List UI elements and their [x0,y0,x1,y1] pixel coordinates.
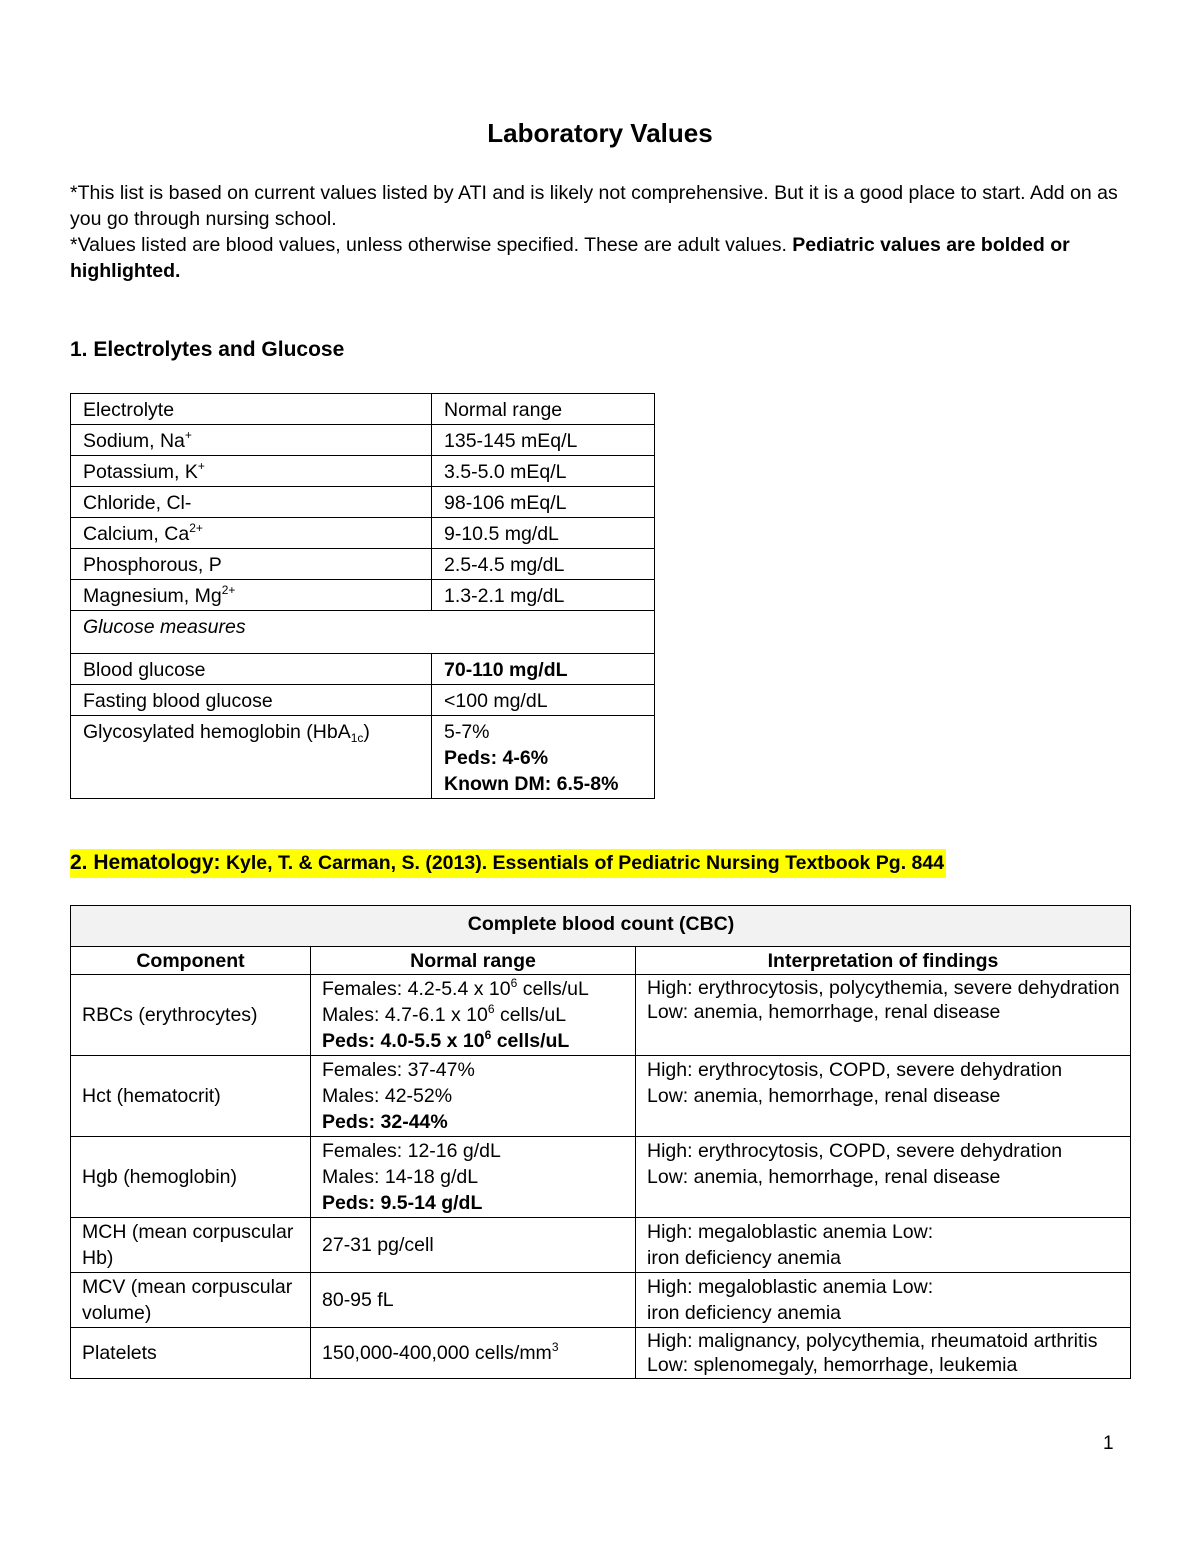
table-row [71,1137,1131,1218]
normal-range: 150,000-400,000 cells/$mm^3$ [311,1328,636,1379]
section-1-heading: 1. Electrolytes and Glucose [70,338,345,361]
electrolyte-range: 9-10.5 mg/dL [432,518,655,549]
glucose-range: <100 mg/dL [432,685,655,716]
table-row [71,716,655,799]
electrolyte-range: 135-145 mEq/L [432,425,655,456]
page-title: Laboratory Values [487,118,713,148]
table-row [71,518,655,549]
interpretation: High: erythrocytosis, polycythemia, severe dehydration Low: anemia, hemorrhage, renal disease [636,975,1131,1056]
intro-line-2-normal: *Values listed are blood values, unless otherwise specified. These are adult values. [70,234,787,256]
intro-line-1: *This list is based on current values listed by ATI and is likely not comprehensive. But it is a good place to start. Add on as you go through nursing school. [70,182,1118,230]
glucose-name: Blood glucose [71,654,432,685]
glucose-measures-label: Glucose measures [71,611,655,654]
normal-range: Females: 12-16 g/dL Males: 14-18 g/dL Peds: 9.5-14 g/dL [311,1137,636,1218]
table-caption-row [71,906,1131,947]
component-name: Hgb (hemoglobin) [71,1137,311,1218]
section-2-source: Kyle, T. & Carman, S. (2013). Essentials of Pediatric Nursing Textbook Pg. 844 [220,852,945,874]
electrolyte-name: Chloride, Cl- [71,487,432,518]
table-row [71,549,655,580]
table-header-row [71,947,1131,975]
section-2-title: 2. Hematology: [70,851,221,874]
electrolyte-range: 2.5-4.5 mg/dL [432,549,655,580]
intro-line-2-bold: Pediatric values are bolded or highlighted. [70,234,1070,282]
normal-range: 27-31 pg/cell [311,1218,636,1273]
table-row [71,1273,1131,1328]
col-header-component: Component [71,947,311,975]
table-row [71,456,655,487]
component-name: Platelets [71,1328,311,1379]
col-header-normal-range: Normal range [432,394,655,425]
table-row [71,487,655,518]
glucose-name: Glycosylated hemoglobin (HbA$_{1c}$) [71,716,432,799]
glucose-range: 70-110 mg/dL [432,654,655,685]
col-header-electrolyte: Electrolyte [71,394,432,425]
electrolyte-name: Sodium, Na+ [71,425,432,456]
component-name: MCV (mean corpuscular volume) [71,1273,311,1328]
electrolyte-range: 98-106 mEq/L [432,487,655,518]
interpretation: High: megaloblastic anemia Low: iron deficiency anemia [636,1218,1131,1273]
section-2-heading [70,849,946,878]
interpretation: High: megaloblastic anemia Low: iron deficiency anemia [636,1273,1131,1328]
table-header-row [71,394,655,425]
normal-range: Females: 4.2-5.4 x $10^6$ cells/uL Males: 4.7-6.1 x $10^6$ cells/uL Peds: 4.0-5.5 x $10^6$ cells/uL [311,975,636,1056]
component-name: RBCs (erythrocytes) [71,975,311,1056]
interpretation: High: erythrocytosis, COPD, severe dehydration Low: anemia, hemorrhage, renal disease [636,1137,1131,1218]
table-row [71,425,655,456]
col-header-interpretation: Interpretation of findings [636,947,1131,975]
table-row [71,580,655,611]
table-row [71,685,655,716]
intro-line-2 [70,232,1130,284]
glucose-name: Fasting blood glucose [71,685,432,716]
intro-text [70,180,1130,284]
glucose-range: 5-7% Peds: 4-6% Known DM: 6.5-8% [432,716,655,799]
electrolyte-range: 3.5-5.0 mEq/L [432,456,655,487]
electrolyte-name: Phosphorous, P [71,549,432,580]
cbc-table [70,905,1131,1379]
table-row [71,975,1131,1056]
normal-range: Females: 37-47% Males: 42-52% Peds: 32-44% [311,1056,636,1137]
col-header-normal-range: Normal range [311,947,636,975]
interpretation: High: malignancy, polycythemia, rheumatoid arthritis Low: splenomegaly, hemorrhage, leukemia [636,1328,1131,1379]
normal-range: 80-95 fL [311,1273,636,1328]
table-row [71,1056,1131,1137]
table-row [71,611,655,654]
table-row [71,1218,1131,1273]
electrolyte-name: Magnesium, $Mg^{2+}$ [71,580,432,611]
electrolyte-range: 1.3-2.1 mg/dL [432,580,655,611]
component-name: Hct (hematocrit) [71,1056,311,1137]
table-caption: Complete blood count (CBC) [71,906,1131,947]
table-row [71,1328,1131,1379]
table-row [71,654,655,685]
electrolyte-name: Potassium, K+ [71,456,432,487]
page-number: 1 [1103,1433,1114,1454]
electrolyte-name: Calcium, $Ca^{2+}$ [71,518,432,549]
component-name: MCH (mean corpuscular Hb) [71,1218,311,1273]
electrolytes-table [70,393,655,799]
interpretation: High: erythrocytosis, COPD, severe dehydration Low: anemia, hemorrhage, renal disease [636,1056,1131,1137]
